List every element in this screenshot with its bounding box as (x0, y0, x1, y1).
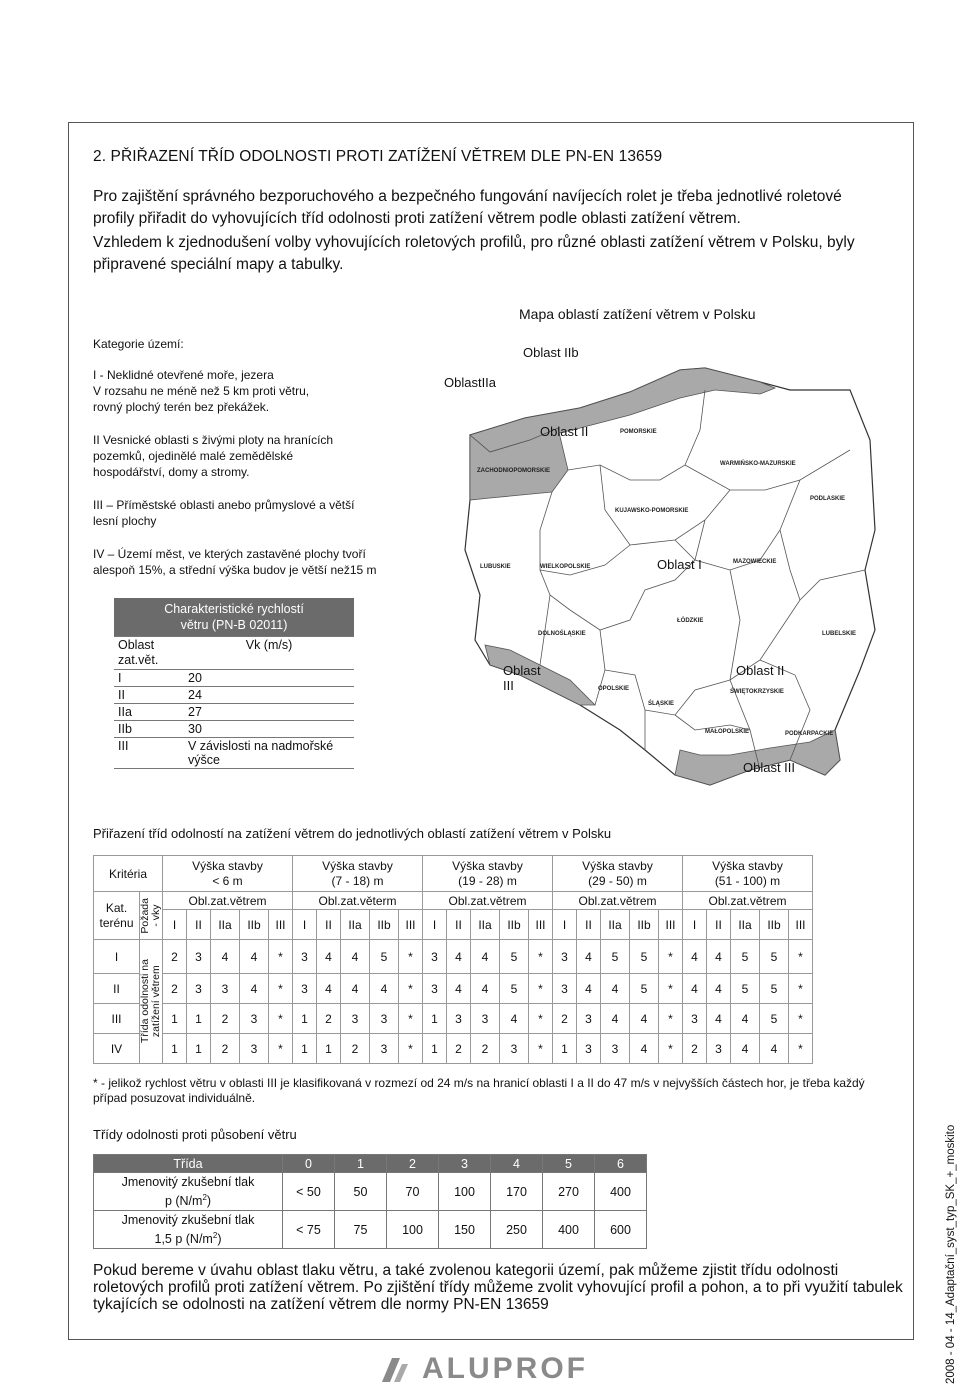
resistance-class-value: 4 (760, 1034, 789, 1064)
map-caption: Mapa oblastí zatížení větrem v Polsku (519, 306, 756, 322)
resistance-class-label: Třída odolnosti na zatížení větrem (140, 940, 163, 1064)
table-row (94, 940, 813, 974)
region-dolnoslaskie: DOLNOŚLĄSKIE (538, 631, 586, 637)
height-band-1: Výška stavby < 6 m (163, 856, 293, 892)
resistance-class-value: 4 (471, 974, 500, 1004)
resistance-class-value: * (529, 1034, 553, 1064)
pressure-value: 150 (439, 1211, 491, 1249)
resistance-classes-caption: Třídy odolnosti proti působení větru (93, 1127, 297, 1142)
resistance-class-value: 3 (601, 1034, 630, 1064)
speed-col-vk: Vk (m/s) (184, 637, 354, 670)
resistance-class-value: 5 (760, 1004, 789, 1034)
resistance-class-value: 3 (341, 1004, 370, 1034)
resistance-class-value: 4 (211, 940, 240, 974)
zone-header: IIa (341, 910, 370, 940)
zone-header: III (659, 910, 683, 940)
resistance-class-value: * (269, 974, 293, 1004)
resistance-class-value: 4 (707, 940, 731, 974)
pressure-label: Jmenovitý zkušební tlak p $(N/m^2)$ (94, 1173, 283, 1211)
resistance-class-value: 4 (731, 1004, 760, 1034)
resistance-class-value: * (269, 1034, 293, 1064)
wind-speed-table (114, 598, 354, 769)
resistance-class-value: 4 (630, 1004, 659, 1034)
region-pomorskie: POMORSKIE (620, 429, 657, 435)
region-zachodniopomorskie: ZACHODNIOPOMORSKIE (477, 468, 551, 474)
zone-header: IIb (630, 910, 659, 940)
speed-zone: IIb (114, 721, 184, 738)
resistance-class-value: 5 (760, 940, 789, 974)
resistance-class-value: 3 (447, 1004, 471, 1034)
wind-zone-map (430, 330, 880, 810)
pressure-row (94, 1211, 647, 1249)
resistance-class-value: 5 (731, 974, 760, 1004)
resistance-class-value: 5 (731, 940, 760, 974)
class-header: 4 (491, 1155, 543, 1173)
pressure-value: 70 (387, 1173, 439, 1211)
region-lubuskie: LUBUSKIE (480, 564, 511, 570)
resistance-class-value: 3 (187, 940, 211, 974)
region-lodzkie: ŁÓDZKIE (677, 618, 704, 624)
zone-label-ii-top: Oblast II (540, 424, 589, 439)
zone-label-iia: OblastIIa (444, 375, 497, 390)
resistance-class-value: 3 (471, 1004, 500, 1034)
terrain-category: I (94, 940, 140, 974)
pressure-value: < 75 (283, 1211, 335, 1249)
resistance-class-value: 1 (187, 1034, 211, 1064)
zone-header: II (707, 910, 731, 940)
zone-header: III (789, 910, 813, 940)
resistance-class-value: * (659, 1034, 683, 1064)
resistance-class-value: 3 (370, 1034, 399, 1064)
region-podkarpackie: PODKARPACKIE (785, 731, 834, 737)
resistance-class-value: 1 (163, 1004, 187, 1034)
resistance-class-value: 3 (293, 974, 317, 1004)
zone-group-label: Obl.zat.větrem (423, 892, 553, 910)
pressure-value: 270 (543, 1173, 595, 1211)
resistance-class-value: * (789, 974, 813, 1004)
region-warminsko-mazurskie: WARMIŃSKO-MAZURSKIE (720, 461, 796, 467)
zone-label-iii-left-1: Oblast (503, 663, 541, 678)
resistance-class-value: 3 (187, 974, 211, 1004)
class-header: 3 (439, 1155, 491, 1173)
resistance-class-value: 4 (707, 974, 731, 1004)
resistance-class-value: 5 (630, 974, 659, 1004)
speed-zone: II (114, 687, 184, 704)
class-header: Třída (94, 1155, 283, 1173)
resistance-class-value: 2 (211, 1034, 240, 1064)
zone-label-iii-left-2: III (503, 678, 514, 693)
resistance-class-value: 4 (683, 940, 707, 974)
resistance-class-value: 4 (370, 974, 399, 1004)
zone-header: IIb (240, 910, 269, 940)
terrain-category: III (94, 1004, 140, 1034)
height-band-2: Výška stavby (7 - 18) m (293, 856, 423, 892)
terrain-category: II (94, 974, 140, 1004)
resistance-class-value: 5 (500, 940, 529, 974)
speed-table-title: Charakteristické rychlostí větru (PN-B 02011) (114, 598, 354, 637)
class-header: 5 (543, 1155, 595, 1173)
resistance-class-value: 4 (240, 940, 269, 974)
pressure-value: < 50 (283, 1173, 335, 1211)
zone-header: II (577, 910, 601, 940)
zone-header: I (163, 910, 187, 940)
table-row (94, 974, 813, 1004)
pressure-value: 50 (335, 1173, 387, 1211)
class-header: 1 (335, 1155, 387, 1173)
resistance-class-value: 4 (577, 974, 601, 1004)
zone-header: II (187, 910, 211, 940)
resistance-class-value: 4 (317, 940, 341, 974)
category-iv: IV – Území měst, ve kterých zastavěné plochy tvoří alespoň 15%, a střední výška budov je větší než15 m (93, 547, 377, 577)
table-row (94, 1004, 813, 1034)
resistance-class-value: * (529, 974, 553, 1004)
resistance-class-value: 5 (630, 940, 659, 974)
resistance-class-value: 2 (553, 1004, 577, 1034)
resistance-class-value: 4 (341, 940, 370, 974)
pressure-value: 400 (595, 1173, 647, 1211)
table-row (94, 1034, 813, 1064)
assignment-caption: Přiřazení tříd odolností na zatížení větrem do jednotlivých oblastí zatížení větrem v Polsku (93, 826, 612, 841)
intro-paragraph-1: Pro zajištění správného bezporuchového a bezpečného fungování navíjecích rolet je třeba jednotlivé roletové profily přiřadit do vyhovujících tříd odolnosti proti zatížení větrem podle oblasti zatížení větrem. (93, 188, 842, 227)
speed-row (114, 738, 354, 769)
speed-row (114, 687, 354, 704)
class-header: 6 (595, 1155, 647, 1173)
resistance-class-value: 1 (423, 1034, 447, 1064)
zone-header: IIb (760, 910, 789, 940)
category-ii: II Vesnické oblasti s živými ploty na hranících pozemků, ojedinělé malé zemědělské hospodářství, domy a stromy. (93, 433, 334, 479)
resistance-class-value: 4 (630, 1034, 659, 1064)
zone-header: I (553, 910, 577, 940)
resistance-class-value: 2 (341, 1034, 370, 1064)
resistance-class-value: 4 (707, 1004, 731, 1034)
height-band-5: Výška stavby (51 - 100) m (683, 856, 813, 892)
resistance-class-value: 1 (553, 1034, 577, 1064)
region-podlaskie: PODLASKIE (810, 496, 846, 502)
zone-group-label: Obl.zat.větrem (163, 892, 293, 910)
region-swietokrzyskie: ŚWIĘTOKRZYSKIE (730, 689, 784, 695)
resistance-class-value: 1 (187, 1004, 211, 1034)
intro-text (93, 186, 883, 275)
zone-header: II (447, 910, 471, 940)
zone-group-label: Obl.zat.větrem (553, 892, 683, 910)
resistance-classes-table (93, 1154, 647, 1249)
resistance-class-value: 3 (553, 974, 577, 1004)
speed-row (114, 670, 354, 687)
region-wielkopolskie: WIELKOPOLSKIE (540, 564, 591, 570)
resistance-class-value: 3 (500, 1034, 529, 1064)
logo-text: ALUPROF (422, 1352, 588, 1385)
resistance-class-value: * (789, 1004, 813, 1034)
resistance-class-value: 3 (423, 940, 447, 974)
resistance-class-value: 4 (500, 1004, 529, 1034)
zone-header: IIa (471, 910, 500, 940)
resistance-class-value: * (399, 1004, 423, 1034)
resistance-class-value: 4 (447, 940, 471, 974)
height-band-3: Výška stavby (19 - 28) m (423, 856, 553, 892)
speed-value: 20 (184, 670, 354, 687)
speed-zone: I (114, 670, 184, 687)
resistance-class-value: 1 (293, 1034, 317, 1064)
resistance-class-value: 5 (601, 940, 630, 974)
resistance-class-value: * (659, 974, 683, 1004)
zone-header: I (423, 910, 447, 940)
resistance-class-value: * (399, 940, 423, 974)
resistance-class-value: 4 (341, 974, 370, 1004)
region-opolskie: OPOLSKIE (598, 686, 630, 692)
zone-header: IIa (731, 910, 760, 940)
resistance-class-value: 3 (577, 1004, 601, 1034)
zone-label-iib: Oblast IIb (523, 345, 579, 360)
criteria-label: Kritéria (94, 856, 163, 892)
speed-col-zone: Oblast zat.vět. (114, 637, 184, 670)
zone-header: IIa (601, 910, 630, 940)
region-mazowieckie: MAZOWIECKIE (733, 559, 777, 565)
zone-header: III (529, 910, 553, 940)
resistance-class-value: 4 (601, 974, 630, 1004)
speed-row (114, 704, 354, 721)
resistance-class-value: 5 (500, 974, 529, 1004)
pressure-value: 600 (595, 1211, 647, 1249)
resistance-class-value: * (269, 1004, 293, 1034)
speed-row (114, 721, 354, 738)
resistance-class-value: 3 (293, 940, 317, 974)
resistance-class-value: 4 (601, 1004, 630, 1034)
resistance-class-value: 3 (707, 1034, 731, 1064)
resistance-class-value: * (659, 1004, 683, 1034)
resistance-class-value: 3 (211, 974, 240, 1004)
resistance-class-value: 2 (683, 1034, 707, 1064)
speed-value: 27 (184, 704, 354, 721)
pressure-value: 170 (491, 1173, 543, 1211)
resistance-class-value: 1 (423, 1004, 447, 1034)
resistance-class-value: 4 (471, 940, 500, 974)
resistance-class-value: 1 (317, 1034, 341, 1064)
region-malopolskie: MAŁOPOLSKIE (705, 729, 750, 735)
speed-value: V závislosti na nadmořské výšce (184, 738, 354, 769)
speed-zone: IIa (114, 704, 184, 721)
zone-group-label: Obl.zat.věterm (293, 892, 423, 910)
resistance-class-value: 3 (370, 1004, 399, 1034)
resistance-class-value: 3 (577, 1034, 601, 1064)
resistance-class-value: 2 (163, 974, 187, 1004)
resistance-class-value: 2 (317, 1004, 341, 1034)
resistance-class-value: 2 (471, 1034, 500, 1064)
zone-label-i: Oblast I (657, 557, 702, 572)
resistance-class-value: * (399, 974, 423, 1004)
pressure-label: Jmenovitý zkušební tlak 1,5 p $(N/m^2)$ (94, 1211, 283, 1249)
region-slaskie: ŚLĄSKIE (648, 701, 675, 707)
aluprof-logo-icon (380, 1354, 414, 1384)
resistance-class-value: 3 (240, 1034, 269, 1064)
resistance-class-value: 4 (683, 974, 707, 1004)
resistance-class-value: 4 (577, 940, 601, 974)
requirements-label: Požada - vky (140, 892, 163, 940)
resistance-class-value: 3 (683, 1004, 707, 1034)
resistance-class-value: 1 (163, 1034, 187, 1064)
assignment-table (93, 855, 813, 1064)
zone-header: I (293, 910, 317, 940)
resistance-class-value: 3 (423, 974, 447, 1004)
category-iii: III – Příměstské oblasti anebo průmyslové a větší lesní plochy (93, 498, 355, 528)
resistance-class-value: 3 (553, 940, 577, 974)
zone-header: IIb (370, 910, 399, 940)
resistance-class-value: 2 (163, 940, 187, 974)
speed-zone: III (114, 738, 184, 769)
pressure-value: 400 (543, 1211, 595, 1249)
height-band-4: Výška stavby (29 - 50) m (553, 856, 683, 892)
zone-header: IIa (211, 910, 240, 940)
resistance-class-value: 4 (447, 974, 471, 1004)
resistance-class-value: * (789, 940, 813, 974)
resistance-class-value: * (789, 1034, 813, 1064)
resistance-class-value: 4 (317, 974, 341, 1004)
pressure-value: 250 (491, 1211, 543, 1249)
resistance-class-value: 3 (240, 1004, 269, 1034)
speed-value: 30 (184, 721, 354, 738)
resistance-class-value: 5 (370, 940, 399, 974)
resistance-class-value: * (529, 940, 553, 974)
resistance-class-value: * (399, 1034, 423, 1064)
closing-paragraph: Pokud bereme v úvahu oblast tlaku větru, a také zvolenou kategorii území, pak můžeme zjistit třídu odolnosti roletových profilů proti zatížení větrem. Po zjištění třídy můžeme zvolit vyhovující profil a pohon, a to při využití tabulek tykajících se odolnosti na zatížení větrem dle normy PN-EN 13659 (93, 1262, 903, 1313)
zone-header: I (683, 910, 707, 940)
terrain-category-label: Kat. terénu (94, 892, 140, 940)
zone-label-ii-right: Oblast II (736, 663, 785, 678)
class-header: 0 (283, 1155, 335, 1173)
zone-header: IIb (500, 910, 529, 940)
intro-paragraph-2: Vzhledem k zjednodušení volby vyhovujících roletových profilů, pro různé oblasti zatížení větrem v Polsku, byly připravené speciální mapy a tabulky. (93, 234, 855, 273)
zone-header: II (317, 910, 341, 940)
footnote: * - jelikož rychlost větru v oblasti III je klasifikovaná v rozmezí od 24 m/s na hranicí oblasti I a II do 47 m/s v nejvyšších částech hor, je třeba každý případ posuzovat individuálně. (93, 1076, 865, 1105)
category-i: I - Neklidné otevřené moře, jezera V rozsahu ne méně než 5 km proti větru, rovný plochý terén bez překážek. (93, 368, 310, 414)
region-lubelskie: LUBELSKIE (822, 631, 857, 637)
categories-title: Kategorie území: (93, 337, 184, 351)
resistance-class-value: 2 (211, 1004, 240, 1034)
zone-header: III (269, 910, 293, 940)
pressure-value: 100 (439, 1173, 491, 1211)
resistance-class-value: * (269, 940, 293, 974)
pressure-value: 75 (335, 1211, 387, 1249)
resistance-class-value: 4 (731, 1034, 760, 1064)
resistance-class-value: 5 (760, 974, 789, 1004)
region-kujawsko-pomorskie: KUJAWSKO-POMORSKIE (615, 508, 689, 514)
side-note: 2008 - 04 - 14_Adaptační_syst_typ_SK_+_moskito (945, 1124, 957, 1384)
resistance-class-value: 1 (293, 1004, 317, 1034)
class-header: 2 (387, 1155, 439, 1173)
pressure-row (94, 1173, 647, 1211)
resistance-class-value: 4 (240, 974, 269, 1004)
zone-label-iii-bottom: Oblast III (743, 760, 796, 775)
speed-value: 24 (184, 687, 354, 704)
section-heading: 2. PŘIŘAZENÍ TŘÍD ODOLNOSTI PROTI ZATÍŽENÍ VĚTREM DLE PN-EN 13659 (93, 148, 663, 165)
aluprof-logo (380, 1352, 588, 1386)
zone-header: III (399, 910, 423, 940)
resistance-class-value: 2 (447, 1034, 471, 1064)
resistance-class-value: * (529, 1004, 553, 1034)
pressure-value: 100 (387, 1211, 439, 1249)
terrain-category: IV (94, 1034, 140, 1064)
resistance-class-value: * (659, 940, 683, 974)
zone-group-label: Obl.zat.větrem (683, 892, 813, 910)
